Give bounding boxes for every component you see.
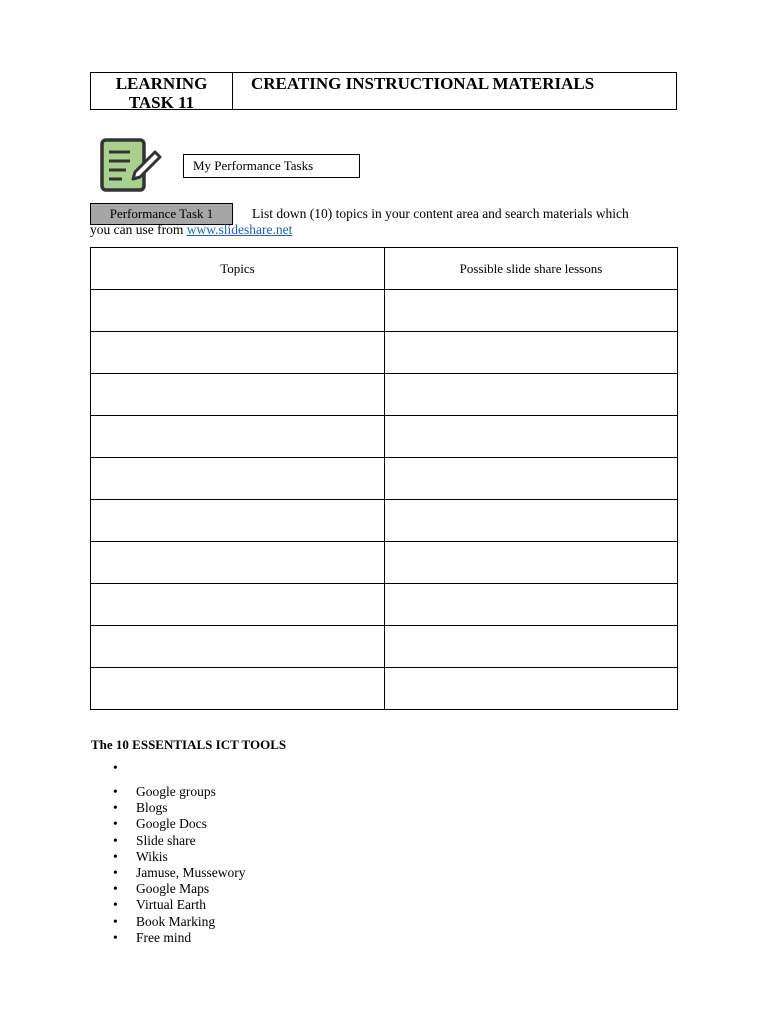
list-item: • Google groups bbox=[90, 784, 246, 800]
topic-cell[interactable] bbox=[91, 290, 385, 332]
topic-cell[interactable] bbox=[91, 416, 385, 458]
slideshare-lesson-cell[interactable] bbox=[385, 290, 678, 332]
table-row bbox=[91, 500, 678, 542]
topic-cell[interactable] bbox=[91, 626, 385, 668]
slideshare-lesson-cell[interactable] bbox=[385, 374, 678, 416]
topic-cell[interactable] bbox=[91, 668, 385, 710]
list-item: • Google Maps bbox=[90, 881, 246, 897]
topic-cell[interactable] bbox=[91, 500, 385, 542]
list-item: • Free mind bbox=[90, 930, 246, 946]
slideshare-lessons-column-header: Possible slide share lessons bbox=[385, 248, 678, 290]
slideshare-lesson-cell[interactable] bbox=[385, 416, 678, 458]
instruction-line-2-text: you can use from bbox=[90, 222, 187, 237]
table-row bbox=[91, 374, 678, 416]
topic-cell[interactable] bbox=[91, 458, 385, 500]
table-row bbox=[91, 542, 678, 584]
task-number-cell bbox=[91, 73, 233, 112]
slideshare-lesson-cell[interactable] bbox=[385, 626, 678, 668]
topic-cell[interactable] bbox=[91, 374, 385, 416]
topics-column-header: Topics bbox=[91, 248, 385, 290]
slideshare-lesson-cell[interactable] bbox=[385, 584, 678, 626]
table-row bbox=[91, 416, 678, 458]
task-header bbox=[90, 72, 677, 110]
ict-tools-list bbox=[90, 760, 246, 946]
list-item: • Google Docs bbox=[90, 816, 246, 832]
list-item: • Jamuse, Mussewory bbox=[90, 865, 246, 881]
table-header-row bbox=[91, 248, 678, 290]
topic-cell[interactable] bbox=[91, 542, 385, 584]
task-number-line2: TASK 11 bbox=[128, 93, 195, 112]
list-item: • Virtual Earth bbox=[90, 897, 246, 913]
table-row bbox=[91, 332, 678, 374]
slideshare-lesson-cell[interactable] bbox=[385, 542, 678, 584]
table-row bbox=[91, 668, 678, 710]
topic-cell[interactable] bbox=[91, 584, 385, 626]
performance-task-label: Performance Task 1 bbox=[90, 203, 233, 225]
instruction-line-1: List down (10) topics in your content area and search materials which bbox=[252, 206, 629, 221]
slideshare-lesson-cell[interactable] bbox=[385, 500, 678, 542]
instruction-line-2 bbox=[90, 222, 292, 238]
notepad-pencil-icon bbox=[100, 138, 162, 192]
my-performance-tasks-box: My Performance Tasks bbox=[183, 154, 360, 178]
table-row bbox=[91, 458, 678, 500]
list-item: • Blogs bbox=[90, 800, 246, 816]
table-row bbox=[91, 290, 678, 332]
topic-cell[interactable] bbox=[91, 332, 385, 374]
slideshare-link[interactable]: www.slideshare.net bbox=[186, 222, 293, 237]
list-item: • Wikis bbox=[90, 849, 246, 865]
list-item: • Book Marking bbox=[90, 914, 246, 930]
slideshare-lesson-cell[interactable] bbox=[385, 668, 678, 710]
list-item: • Slide share bbox=[90, 833, 246, 849]
table-row bbox=[91, 626, 678, 668]
topics-table bbox=[90, 247, 678, 710]
table-row bbox=[91, 584, 678, 626]
slideshare-lesson-cell[interactable] bbox=[385, 458, 678, 500]
task-title: CREATING INSTRUCTIONAL MATERIALS bbox=[251, 74, 595, 93]
list-item bbox=[90, 760, 246, 784]
slideshare-lesson-cell[interactable] bbox=[385, 332, 678, 374]
ict-tools-heading: The 10 ESSENTIALS ICT TOOLS bbox=[91, 737, 287, 752]
task-number-line1: LEARNING bbox=[115, 74, 208, 93]
